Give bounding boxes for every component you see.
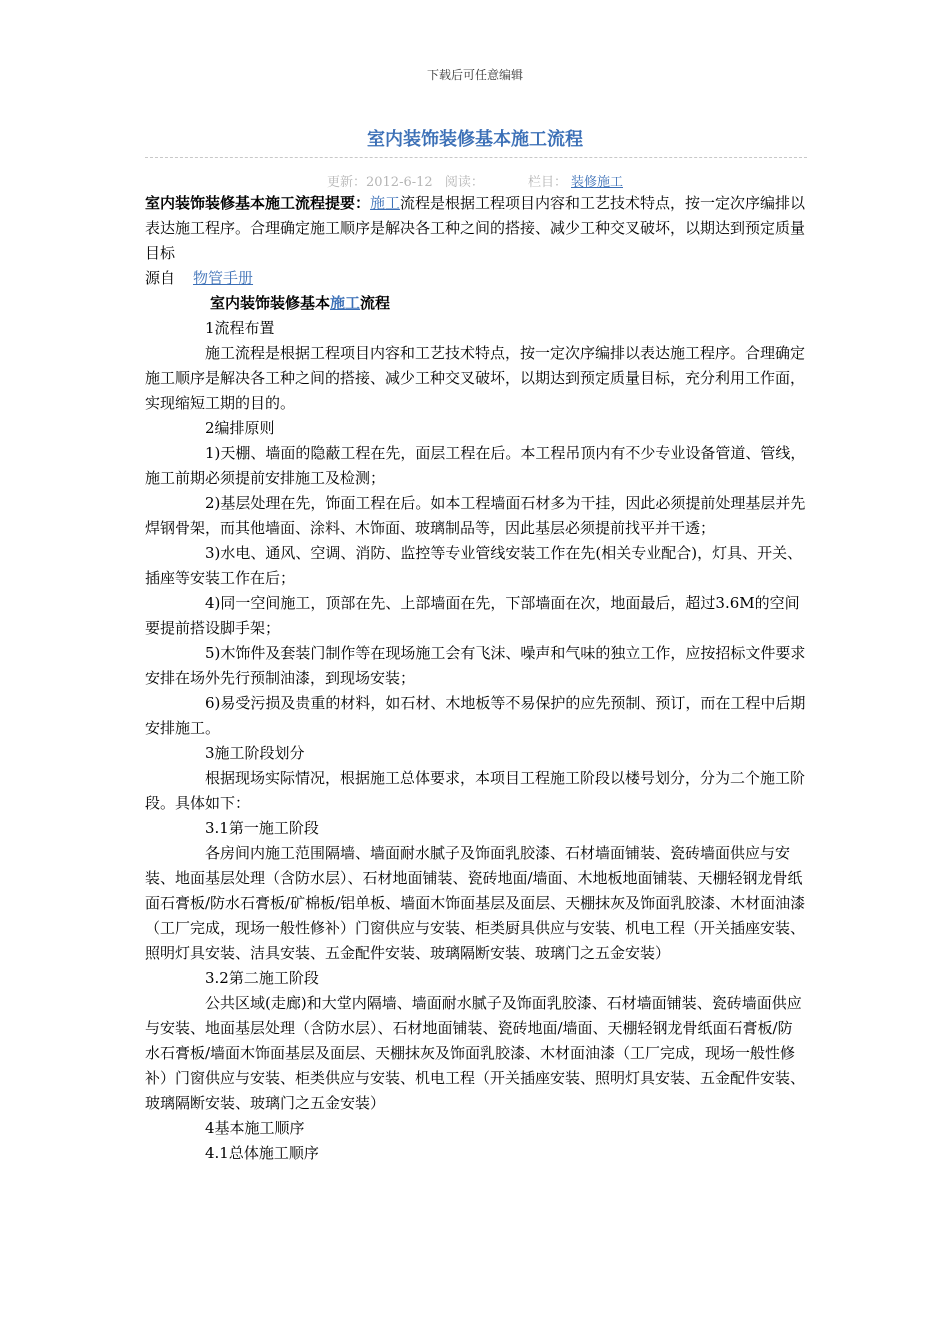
source-label: 源自 bbox=[145, 269, 176, 287]
paragraph-heading: 3.1第一施工阶段 bbox=[205, 819, 319, 837]
paragraph: 2)基层处理在先，饰面工程在后。如本工程墙面石材多为干挂，因此必须提前处理基层并先焊钢骨架，而其他墙面、涂料、木饰面、玻璃制品等，因此基层必须提前找平并干透； bbox=[145, 494, 806, 537]
paragraph-heading: 3.2第二施工阶段 bbox=[205, 969, 319, 987]
paragraph: 各房间内施工范围隔墙、墙面耐水腻子及饰面乳胶漆、石材墙面铺装、瓷砖墙面供应与安装、地面基层处理（含防水层）、石材地面铺装、瓷砖地面/墙面、木地板地面铺装、天棚轻钢龙骨纸面石膏板/防水石膏板/矿棉板/铝单板、墙面木饰面基层及面层、天棚抹灰及饰面乳胶漆、木材面油漆（工厂完成，现场一般性修补）门窗供应与安装、柜类厨具供应与安装、机电工程（开关插座安装、照明灯具安装、洁具安装、五金配件安装、玻璃隔断安装、玻璃门之五金安装） bbox=[145, 844, 806, 962]
column-label: 栏目： bbox=[527, 175, 567, 190]
column-link[interactable]: 装修施工 bbox=[570, 175, 623, 190]
source-link[interactable]: 物管手册 bbox=[193, 269, 254, 287]
paragraph-heading: 3施工阶段划分 bbox=[205, 744, 305, 762]
section-subtitle: 室内装饰装修基本施工流程 bbox=[210, 294, 391, 312]
paragraph: 5)木饰件及套装门制作等在现场施工会有飞沫、噪声和气味的独立工作，应按招标文件要求安排在场外先行预制油漆，到现场安装； bbox=[145, 644, 806, 687]
paragraph-heading: 4基本施工顺序 bbox=[205, 1119, 305, 1137]
header-note: 下载后可任意编辑 bbox=[426, 68, 523, 82]
paragraph-heading: 2编排原则 bbox=[205, 419, 275, 437]
paragraph-heading: 1流程布置 bbox=[205, 319, 275, 337]
summary-text: 流程是根据工程项目内容和工艺技术特点，按一定次序编排以表达施工程序。合理确定施工顺序是解决各工种之间的搭接、减少工种交叉破坏，以期达到预定质量目标 bbox=[145, 194, 806, 262]
paragraph-heading: 4.1总体施工顺序 bbox=[205, 1144, 319, 1162]
source-line bbox=[145, 266, 807, 291]
read-count: 阅读： bbox=[444, 175, 484, 190]
updated-date: 更新：2012-6-12 bbox=[326, 175, 433, 190]
paragraph: 6)易受污损及贵重的材料，如石材、木地板等不易保护的应先预制、预订，而在工程中后期安排施工。 bbox=[145, 694, 806, 737]
summary-lead: 室内装饰装修基本施工流程提要： bbox=[145, 194, 371, 212]
paragraph: 施工流程是根据工程项目内容和工艺技术特点，按一定次序编排以表达施工程序。合理确定施工顺序是解决各工种之间的搭接、减少工种交叉破坏，以期达到预定质量目标，充分利用工作面，实现缩短工期的目的。 bbox=[145, 344, 806, 412]
paragraph: 4)同一空间施工，顶部在先、上部墙面在先，下部墙面在次，地面最后，超过3.6M的空间要提前搭设脚手架； bbox=[145, 594, 800, 637]
article-meta bbox=[0, 171, 950, 190]
subtitle-link[interactable]: 施工 bbox=[330, 294, 361, 312]
summary-link[interactable]: 施工 bbox=[370, 194, 401, 212]
paragraph: 1)天棚、墙面的隐蔽工程在先，面层工程在后。本工程吊顶内有不少专业设备管道、管线，施工前期必须提前安排施工及检测； bbox=[145, 444, 806, 487]
summary-paragraph bbox=[145, 191, 807, 266]
article-title: 室内装饰装修基本施工流程 bbox=[367, 129, 583, 150]
article-body bbox=[145, 191, 807, 1166]
dashed-divider bbox=[145, 157, 807, 158]
paragraph: 3)水电、通风、空调、消防、监控等专业管线安装工作在先(相关专业配合)，灯具、开关、插座等安装工作在后； bbox=[145, 544, 803, 587]
paragraph: 根据现场实际情况，根据施工总体要求，本项目工程施工阶段以楼号划分，分为二个施工阶段。具体如下： bbox=[145, 769, 806, 812]
paragraph: 公共区域(走廊)和大堂内隔墙、墙面耐水腻子及饰面乳胶漆、石材墙面铺装、瓷砖墙面供应与安装、地面基层处理（含防水层）、石材地面铺装、瓷砖地面/墙面、天棚轻钢龙骨纸面石膏板/防水石膏板/墙面木饰面基层及面层、天棚抹灰及饰面乳胶漆、木材面油漆（工厂完成，现场一般性修补）门窗供应与安装、柜类供应与安装、机电工程（开关插座安装、照明灯具安装、五金配件安装、玻璃隔断安装、玻璃门之五金安装） bbox=[145, 994, 806, 1112]
